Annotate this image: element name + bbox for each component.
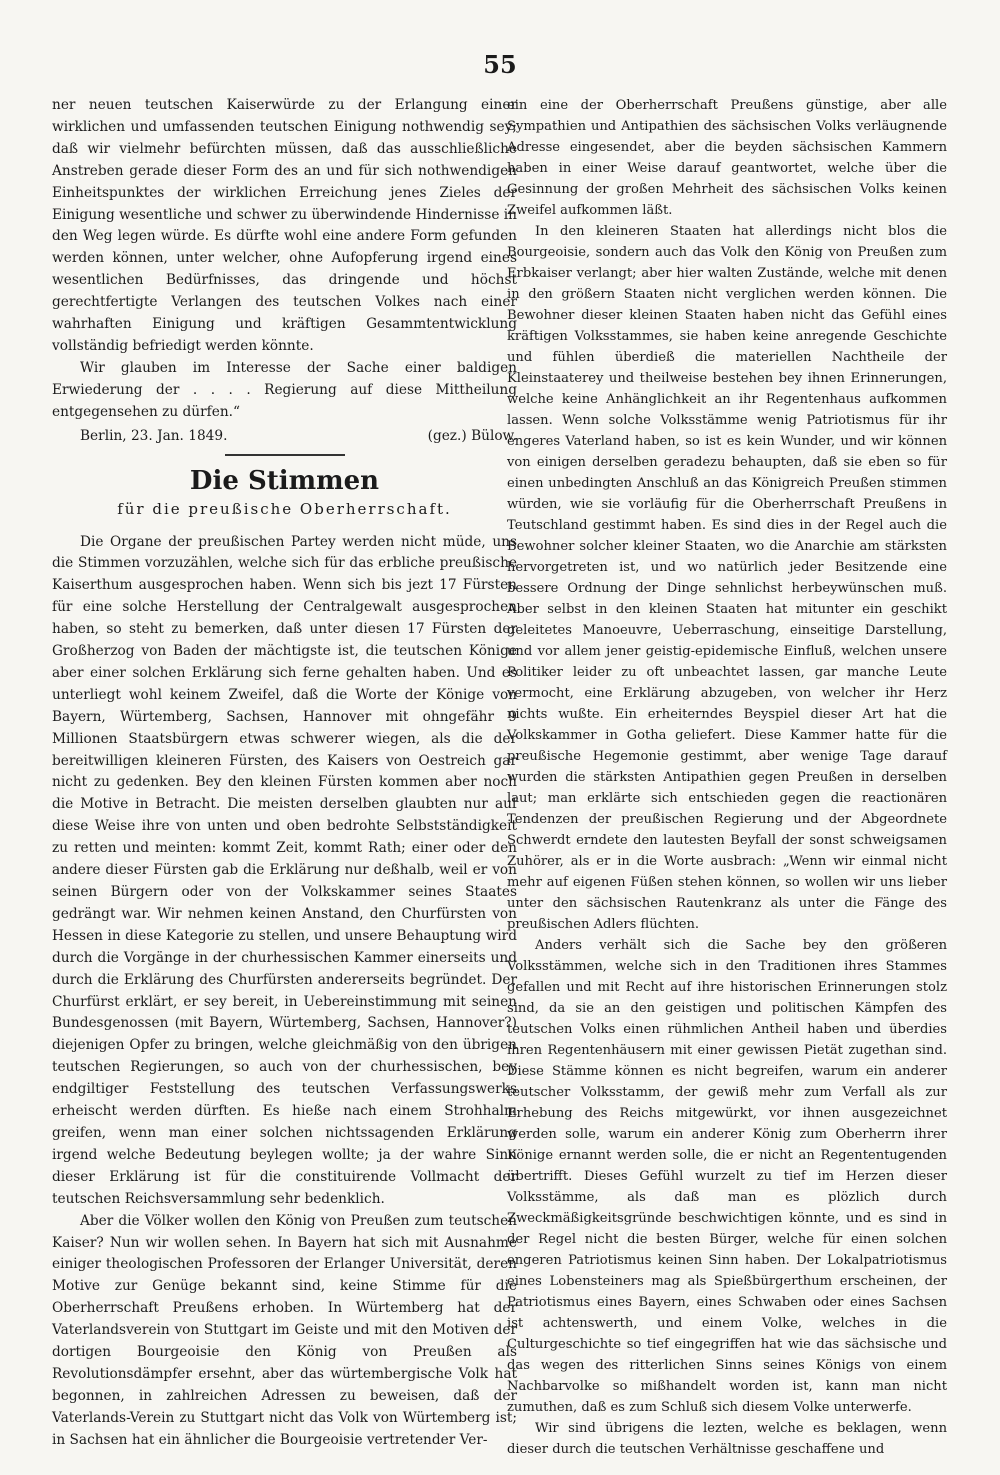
section-divider [225, 454, 345, 456]
signature-line [52, 426, 517, 448]
body-paragraph: Anders verhält sich die Sache bey den größeren Volksstämmen, welche sich in den Traditionen ihres Stammes gefallen und mit Recht auf ihre historischen Erinnerungen stolz sind, da sie an den geistigen und politischen Kämpfen des teutschen Volks einen rühmlichen Antheil haben und überdies ihren Regentenhäusern mit einer gewissen Pietät zugethan sind. Diese Stämme können es nicht begreifen, warum ein anderer teutscher Volksstamm, der gewiß mehr zum Verfall als zur Erhebung des Reichs mitgewürkt, vor ihnen ausgezeichnet werden solle, warum ein anderer König zum Oberherrn ihrer Könige ernannt werden solle, die er nicht an Regententugenden übertrifft. Dieses Gefühl wurzelt zu tief im Herzen dieser Volksstämme, als daß man es plözlich durch Zweckmäßigkeitsgründe beschwichtigen könnte, und es sind in der Regel nicht die besten Bürger, welche für einen solchen engeren Patriotismus keinen Sinn haben. Der Lokalpatriotismus eines Lobensteiners mag als Spießbürgerthum erscheinen, der Patriotismus eines Bayern, eines Schwaben oder eines Sachsen ist achtenswerth, und einem Volke, welches in die Culturgeschichte so tief eingegriffen hat wie das sächsische und das wegen des ritterlichen Sinns seines Königs von einem Nachbarvolke so mißhandelt worden ist, kann man nicht zumuthen, daß es zum Schluß sich diesem Volke unterwerfe. [507, 938, 947, 1415]
body-paragraph: In den kleineren Staaten hat allerdings nicht blos die Bourgeoisie, sondern auch das Volk den König von Preußen zum Erbkaiser verlangt; aber hier walten Zustände, welche mit denen in den größern Staaten nicht verglichen werden können. Die Bewohner dieser kleinen Staaten haben nicht das Gefühl eines kräftigen Volksstammes, sie haben keine anregende Geschichte und fühlen überdieß die materiellen Nachtheile der Kleinstaaterey und theilweise bestehen bey ihnen Erinnerungen, welche keine Anhänglichkeit an ihr Regentenhaus aufkommen lassen. Wenn solche Volksstämme wenig Patriotismus für ihr engeres Vaterland haben, so ist es kein Wunder, und wir können von einigen derselben geradezu behaupten, daß sie eben so für einen unbedingten Anschluß an das Königreich Preußen stimmen würden, wie sie vorläufig für die Oberherrschaft Preußens in Teutschland gestimmt haben. Es sind dies in der Regel auch die Bewohner solcher kleiner Staaten, wo die Anarchie am stärksten hervorgetreten ist, und wo natürlich jeder Besitzende eine bessere Ordnung der Dinge sehnlichst herbeywünschen muß. Aber selbst in den kleinen Staaten hat mitunter ein geschikt geleitetes Manoeuvre, Ueberraschung, einseitige Darstellung, und vor allem jener geistig-epidemische Einfluß, welchen unsere Politiker leider zu oft unbeachtet lassen, gar manche Leute vermocht, eine Erklärung abzugeben, von welcher ihr Herz nichts wußte. Ein erheiterndes Beyspiel dieser Art hat die Volkskammer in Gotha geliefert. Diese Kammer hatte für die preußische Hegemonie gestimmt, aber wenige Tage darauf wurden die stärksten Antipathien gegen Preußen in derselben laut; man erklärte sich entschieden gegen die reactionären Tendenzen der preußischen Regierung und der Abgeordnete Schwerdt erndete den lautesten Beyfall der sonst schweigsamen Zuhörer, als er in die Worte ausbrach: „Wenn wir einmal nicht mehr auf eigenen Füßen stehen können, so wollen wir uns lieber unter den sächsischen Rautenkranz als unter die Fänge des preußischen Adlers flüchten. [507, 224, 947, 932]
signature-place-date: Berlin, 23. Jan. 1849. [80, 427, 228, 444]
article-subtitle: für die preußische Oberherrschaft. [117, 499, 452, 518]
closing-paragraph: Wir glauben im Interesse der Sache einer baldigen Erwiederung der . . . . Regierung auf diese Mittheilung entgegensehen zu dürfen.“ [52, 359, 517, 420]
continuation-paragraph: ein eine der Oberherrschaft Preußens günstige, aber alle Sympathien und Antipathien des sächsischen Volks verläugnende Adresse eingesendet, aber die beyden sächsischen Kammern haben in einer Weise darauf geantwortet, welche über die Gesinnung der großen Mehrheit des sächsischen Volks keinen Zweifel aufkommen läßt. [507, 98, 947, 218]
article-title: Die Stimmen [189, 465, 380, 496]
right-column [507, 95, 947, 1460]
body-paragraph: Die Organe der preußischen Partey werden nicht müde, uns die Stimmen vorzuzählen, welche sich für das erbliche preußische Kaiserthum ausgesprochen haben. Wenn sich bis jezt 17 Fürsten für eine solche Herstellung der Centralgewalt ausgesprochen haben, so steht zu bemerken, daß unter diesen 17 Fürsten der Großherzog von Baden der mächtigste ist, die teutschen Könige aber einer solchen Erklärung sich ferne gehalten haben. Und es unterliegt wohl keinem Zweifel, daß die Worte der Könige von Bayern, Würtemberg, Sachsen, Hannover mit ohngefähr 9 Millionen Staatsbürgern etwas schwerer wiegen, als die der bereitwilligen kleineren Fürsten, des Kaisers von Oestreich gar nicht zu gedenken. Bey den kleinen Fürsten kommen aber noch die Motive in Betracht. Die meisten derselben glaubten nur auf diese Weise ihre von unten und oben bedrohte Selbstständigkeit zu retten und meinten: kommt Zeit, kommt Rath; einer oder den andere dieser Fürsten gab die Erklärung nur deßhalb, weil er von seinen Bürgern oder von der Volkskammer seines Staates gedrängt war. Wir nehmen keinen Anstand, den Churfürsten von Hessen in diese Kategorie zu stellen, und unsere Behauptung wird durch die Vorgänge in der churhessischen Kammer einerseits und durch die Erklärung des Churfürsten andererseits begründet. Der Churfürst erklärt, er sey bereit, in Uebereinstimmung mit seinen Bundesgenossen (mit Bayern, Würtemberg, Sachsen, Hannover?) diejenigen Opfer zu bringen, welche gleichmäßig von den übrigen teutschen Regierungen, so auch von der churhessischen, bey endgiltiger Feststellung des teutschen Verfassungswerks erheischt werden dürften. Es hieße nach einem Strohhalm greifen, wenn man einer solchen nichtssagenden Erklärung irgend welche Bedeutung beylegen wollte; ja der wahre Sinn dieser Erklärung ist für die constituirende Vollmacht der teutschen Reichsversammlung sehr bedenklich. [52, 533, 517, 1207]
left-column [52, 95, 517, 1452]
signature-name: (gez.) Bülow. [427, 427, 517, 444]
body-paragraph: Wir sind übrigens die lezten, welche es beklagen, wenn dieser durch die teutschen Verhältnisse geschaffene und [507, 1421, 947, 1457]
body-paragraph: Aber die Völker wollen den König von Preußen zum teutschen Kaiser? Nun wir wollen sehen. In Bayern hat sich mit Ausnahme einiger theologischen Professoren der Erlanger Universität, deren Motive zur Genüge bekannt sind, keine Stimme für die Oberherrschaft Preußens erhoben. In Würtemberg hat der Vaterlandsverein von Stuttgart im Geiste und mit den Motiven der dortigen Bourgeoisie den König von Preußen als Revolutionsdämpfer ersehnt, aber das würtembergische Volk hat begonnen, in zahlreichen Adressen zu beweisen, daß der Vaterlands-Verein zu Stuttgart nicht das Volk von Würtemberg ist; in Sachsen hat ein ähnlicher die Bourgeoisie vertretender Ver- [52, 1212, 517, 1448]
continuation-paragraph: ner neuen teutschen Kaiserwürde zu der Erlangung einer wirklichen und umfassenden teutschen Einigung nothwendig sey; daß wir vielmehr befürchten müssen, daß das ausschließliche Anstreben gerade dieser Form des an und für sich nothwendigen Einheitspunktes der wirklichen Erreichung jenes Zieles der Einigung wesentliche und schwer zu überwindende Hindernisse in den Weg legen würde. Es dürfte wohl eine andere Form gefunden werden können, unter welcher, ohne Aufopferung irgend eines wesentlichen Bedürfnisses, das dringende und höchst gerechtfertigte Verlangen des teutschen Volkes nach einer wahrhaften Einigung und kräftigen Gesammtentwicklung vollständig befriedigt werden könnte. [52, 97, 517, 354]
page-number: 55 [483, 50, 517, 79]
